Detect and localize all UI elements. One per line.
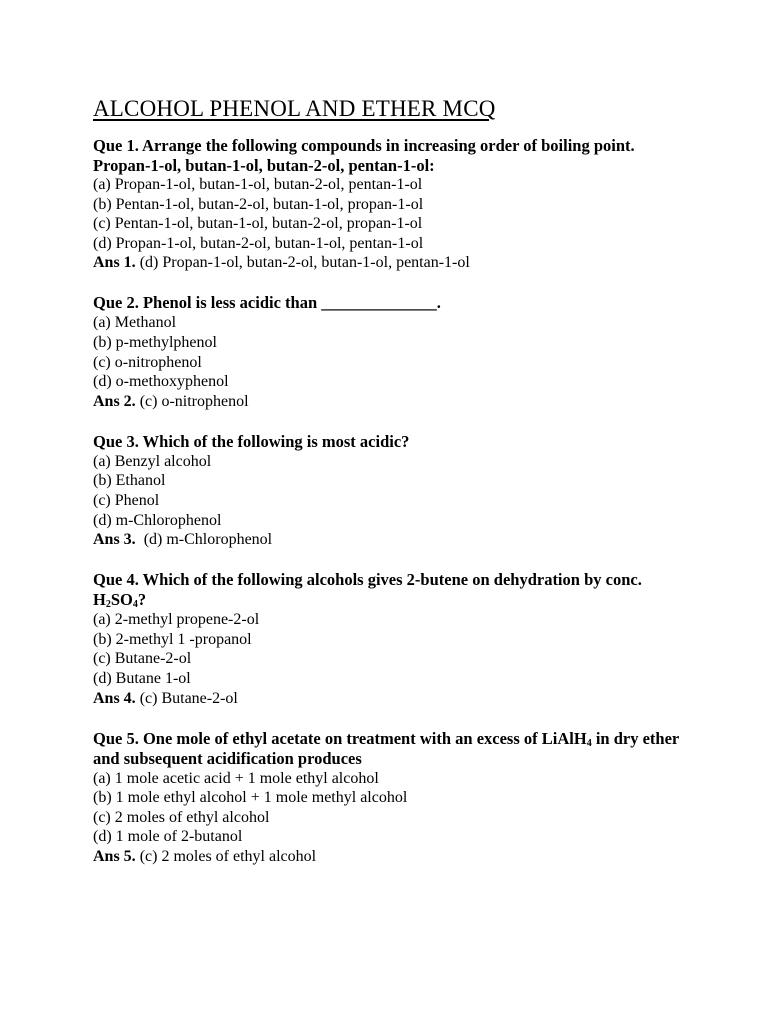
answer-line xyxy=(93,530,683,550)
prompt-text: Que 4. Which of the following alcohols gives 2-butene on dehydration by conc. H xyxy=(93,570,642,610)
option-d: (d) o-methoxyphenol xyxy=(93,373,229,391)
question-3 xyxy=(93,432,683,550)
question-2 xyxy=(93,293,683,411)
prompt-text: Que 5. One mole of ethyl acetate on treatment with an excess of LiAlH xyxy=(93,728,587,748)
option-b: (b) p-methylphenol xyxy=(93,333,217,351)
answer-label: Ans 2. xyxy=(93,392,136,410)
prompt-text: in dry ether and subsequent acidification produces xyxy=(93,728,679,768)
answer-label: Ans 3. xyxy=(93,531,136,549)
answer-line xyxy=(93,392,683,412)
question-prompt: Que 2. Phenol is less acidic than ______________. xyxy=(93,293,441,313)
option-d: (d) 1 mole of 2-butanol xyxy=(93,828,243,846)
option-d: (d) Butane 1-ol xyxy=(93,669,191,687)
answer-label: Ans 4. xyxy=(93,689,136,707)
option-c: (c) Phenol xyxy=(93,491,160,509)
prompt-text: ? xyxy=(137,590,147,610)
option-b: (b) 1 mole ethyl alcohol + 1 mole methyl alcohol xyxy=(93,789,408,807)
question-1 xyxy=(93,136,683,273)
answer-label: Ans 1. xyxy=(93,254,136,272)
option-c: (c) Butane-2-ol xyxy=(93,650,192,668)
question-5 xyxy=(93,729,683,867)
option-b: (b) Pentan-1-ol, butan-2-ol, butan-1-ol, propan-1-ol xyxy=(93,195,424,213)
question-prompt: Que 3. Which of the following is most acidic? xyxy=(93,431,410,451)
answer-line xyxy=(93,689,683,709)
question-4 xyxy=(93,570,683,708)
option-list xyxy=(93,769,683,847)
option-list xyxy=(93,313,683,391)
option-c: (c) o-nitrophenol xyxy=(93,353,202,371)
answer-label: Ans 5. xyxy=(93,847,136,865)
option-c: (c) Pentan-1-ol, butan-1-ol, butan-2-ol, propan-1-ol xyxy=(93,215,423,233)
option-a: (a) 1 mole acetic acid + 1 mole ethyl alcohol xyxy=(93,769,379,787)
prompt-text: SO xyxy=(110,590,133,610)
answer-text: (c) o-nitrophenol xyxy=(135,392,249,410)
answer-text: (d) Propan-1-ol, butan-2-ol, butan-1-ol, pentan-1-ol xyxy=(135,254,470,272)
answer-line xyxy=(93,847,683,867)
option-a: (a) Propan-1-ol, butan-1-ol, butan-2-ol, pentan-1-ol xyxy=(93,176,423,193)
option-list xyxy=(93,610,683,688)
question-subprompt: Propan-1-ol, butan-1-ol, butan-2-ol, pentan-1-ol: xyxy=(93,156,435,175)
answer-line xyxy=(93,253,683,273)
question-prompt: Que 1. Arrange the following compounds in increasing order of boiling point. xyxy=(93,136,635,155)
document-page xyxy=(93,95,683,887)
subscript: 2 xyxy=(105,599,111,611)
option-c: (c) 2 moles of ethyl alcohol xyxy=(93,808,270,826)
question-prompt xyxy=(93,570,683,610)
option-b: (b) 2-methyl 1 -propanol xyxy=(93,630,252,648)
option-a: (a) Methanol xyxy=(93,314,177,332)
answer-text: (d) m-Chlorophenol xyxy=(135,531,273,549)
question-prompt xyxy=(93,729,683,769)
subscript: 4 xyxy=(132,599,138,611)
option-a: (a) Benzyl alcohol xyxy=(93,452,212,470)
option-a: (a) 2-methyl propene-2-ol xyxy=(93,611,260,629)
option-list xyxy=(93,175,683,253)
subscript: 4 xyxy=(586,737,592,749)
answer-text: (c) Butane-2-ol xyxy=(135,689,238,707)
option-d: (d) Propan-1-ol, butan-2-ol, butan-1-ol, pentan-1-ol xyxy=(93,234,424,252)
option-d: (d) m-Chlorophenol xyxy=(93,511,222,529)
option-b: (b) Ethanol xyxy=(93,472,166,490)
option-list xyxy=(93,452,683,530)
answer-text: (c) 2 moles of ethyl alcohol xyxy=(135,847,317,865)
page-title: ALCOHOL PHENOL AND ETHER MCQ xyxy=(93,96,496,121)
